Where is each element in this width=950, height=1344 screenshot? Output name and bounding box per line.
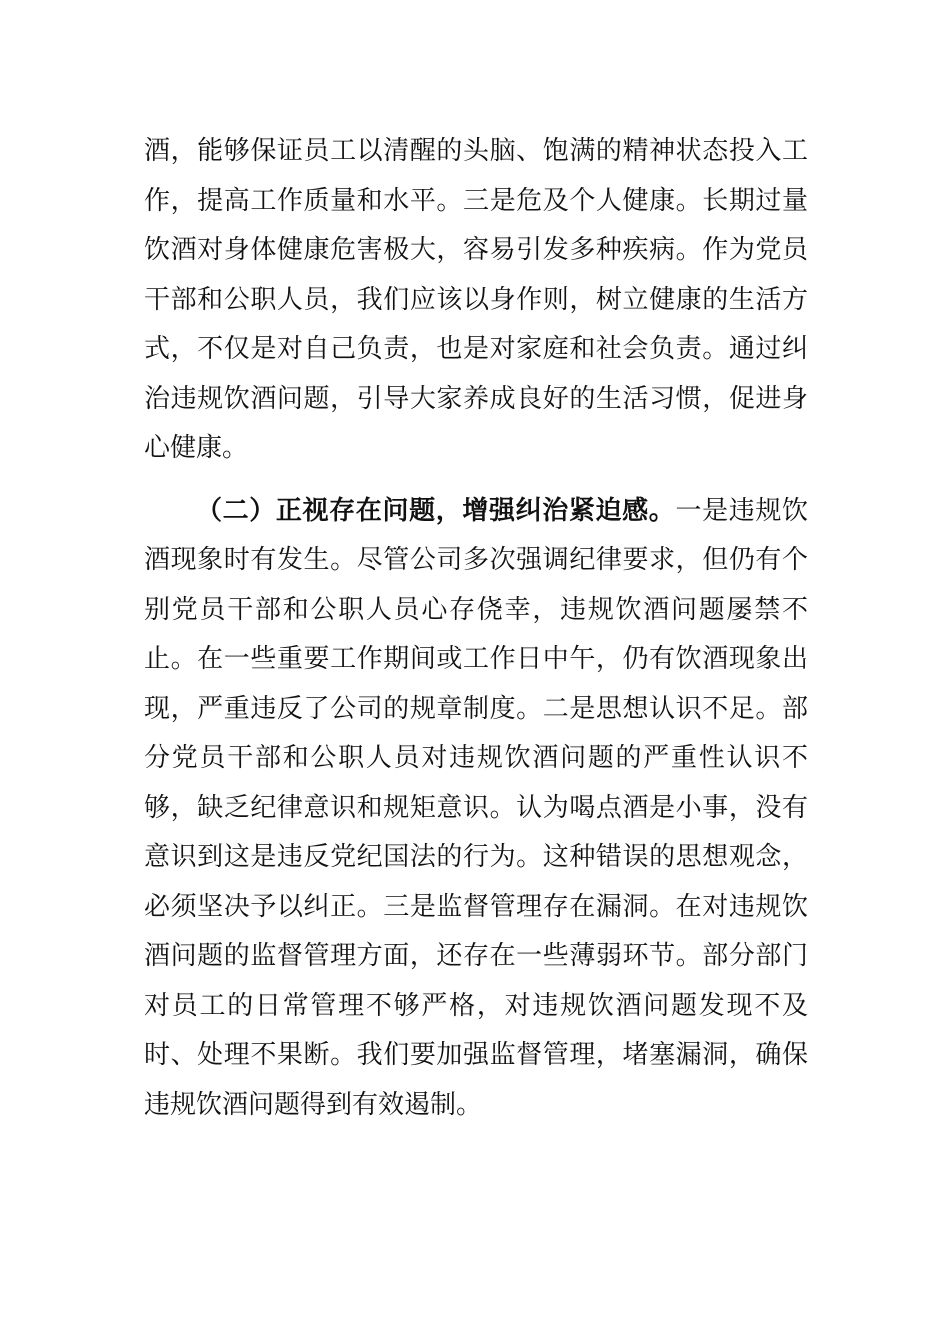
section-heading: （二）正视存在问题，增强纠治紧迫感。 xyxy=(196,495,676,526)
document-body xyxy=(144,127,808,1130)
paragraph-continuation xyxy=(144,127,808,474)
paragraph-text: 一是违规饮酒现象时有发生。尽管公司多次强调纪律要求，但仍有个别党员干部和公职人员心存侥幸，违规饮酒问题屡禁不止。在一些重要工作期间或工作日中午，仍有饮酒现象出现，严重违反了公司的规章制度。二是思想认识不足。部分党员干部和公职人员对违规饮酒问题的严重性认识不够，缺乏纪律意识和规矩意识。认为喝点酒是小事，没有意识到这是违反党纪国法的行为。这种错误的思想观念，必须坚决予以纠正。三是监督管理存在漏洞。在对违规饮酒问题的监督管理方面，还存在一些薄弱环节。部分部门对员工的日常管理不够严格，对违规饮酒问题发现不及时、处理不果断。我们要加强监督管理，堵塞漏洞，确保违规饮酒问题得到有效遏制。 xyxy=(144,495,808,1120)
paragraph-section-two xyxy=(144,487,808,1131)
paragraph-text: 酒，能够保证员工以清醒的头脑、饱满的精神状态投入工作，提高工作质量和水平。三是危及个人健康。长期过量饮酒对身体健康危害极大，容易引发多种疾病。作为党员干部和公职人员，我们应该以身作则，树立健康的生活方式，不仅是对自己负责，也是对家庭和社会负责。通过纠治违规饮酒问题，引导大家养成良好的生活习惯，促进身心健康。 xyxy=(144,136,808,463)
